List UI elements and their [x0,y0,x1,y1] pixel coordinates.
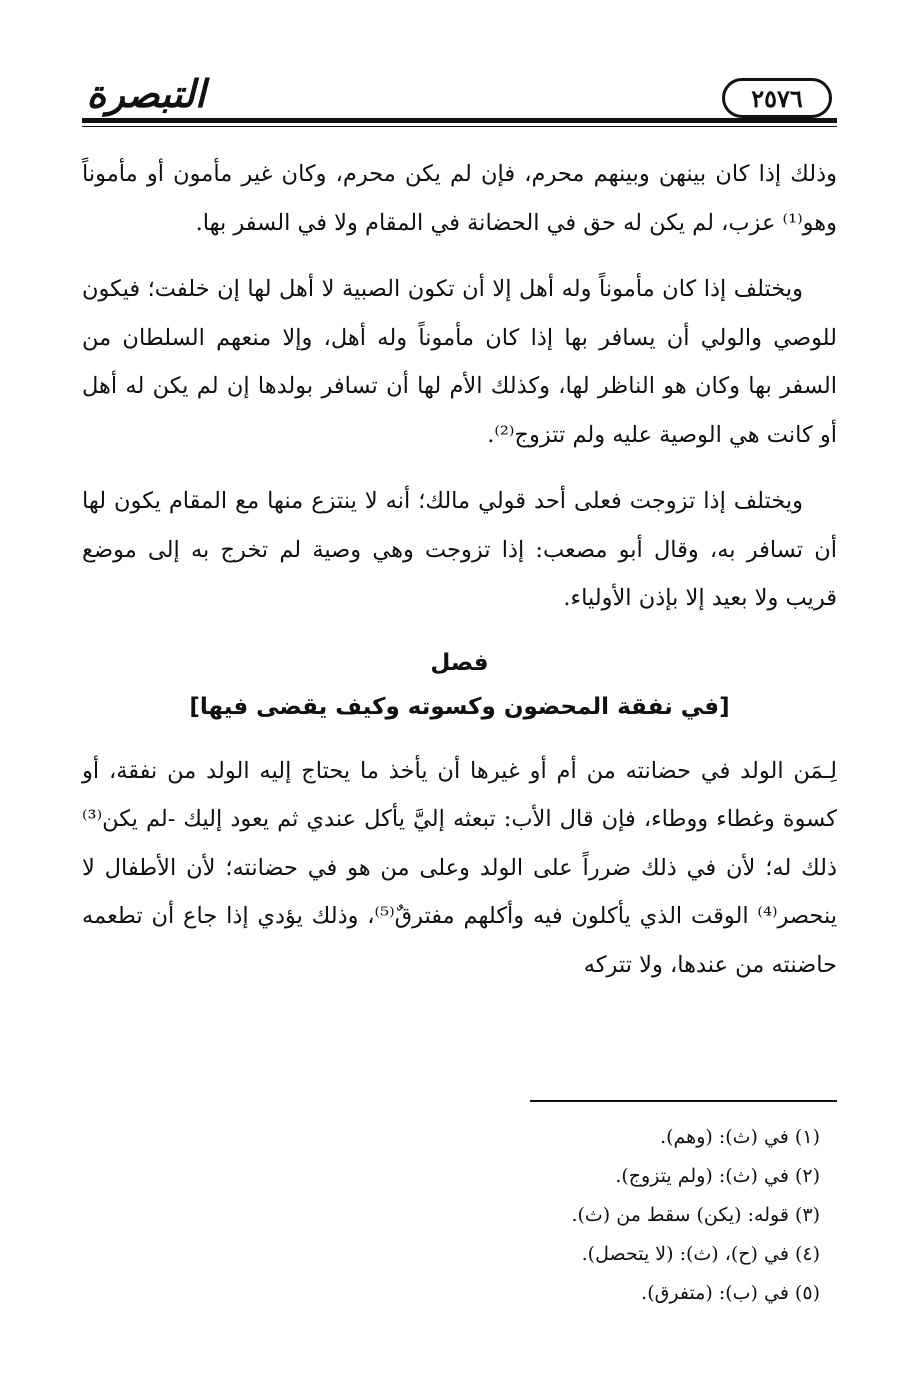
paragraph: وذلك إذا كان بينهن وبينهم محرم، فإن لم يكن محرم، وكان غير مأمون أو مأموناً وهو⁽¹⁾ عزب، لم يكن له حق في الحضانة في المقام ولا في السفر بها. [82,161,837,236]
paragraph: لِـمَن الولد في حضانته من أم أو غيرها أن يأخذ ما يحتاج إليه الولد من نفقة، أو كسوة وغطاء ووطاء، فإن قال الأب: تبعثه إليَّ يأكل عندي ثم يعود إليك -لم يكن⁽³⁾ ذلك له؛ لأن في ذلك ضرراً على الولد وعلى من هو في حضانته؛ لأن الأطفال لا ينحصر⁽⁴⁾ الوقت الذي يأكلون فيه وأكلهم مفترقٌ⁽⁵⁾، وذلك يؤدي إذا جاع أن تطعمه حاضنته من عندها، ولا تتركه [82,757,837,978]
footnotes [400,1118,820,1313]
footnote-separator [530,1100,837,1102]
page-header [82,56,837,128]
footnote: (٥) في (ب): (متفرق). [641,1282,820,1304]
book-title: التبصرة [86,71,206,116]
header-rule-thin [82,126,837,127]
footnote: (٤) في (ح)، (ث): (لا يتحصل). [581,1243,820,1265]
footnote: (٢) في (ث): (ولم يتزوج). [615,1165,820,1187]
header-rule [82,118,837,123]
section-title: فصل [430,649,489,676]
footnote: (١) في (ث): (وهم). [660,1126,820,1148]
page-number: ٢٥٧٦ [722,78,832,118]
section-heading-block [82,641,837,729]
paragraph: ويختلف إذا كان مأموناً وله أهل إلا أن تكون الصبية لا أهل لها إن خلفت؛ فيكون للوصي والولي أن يسافر بها إذا كان مأموناً وله أهل، وإلا منعهم السلطان من السفر بها وكان هو الناظر لها، وكذلك الأم لها أن تسافر بولدها إن لم يكن له أهل أو كانت هي الوصية عليه ولم تتزوج⁽²⁾. [82,276,837,448]
section-subtitle: [في نفقة المحضون وكسوته وكيف يقضى فيها] [189,693,730,720]
footnote: (٣) قوله: (يكن) سقط من (ث). [571,1204,820,1226]
main-text [82,150,837,1007]
paragraph: ويختلف إذا تزوجت فعلى أحد قولي مالك؛ أنه لا ينتزع منها مع المقام يكون لها أن تسافر به، وقال أبو مصعب: إذا تزوجت وهي وصية لم تخرج به إلى موضع قريب ولا بعيد إلا بإذن الأولياء. [82,488,837,611]
